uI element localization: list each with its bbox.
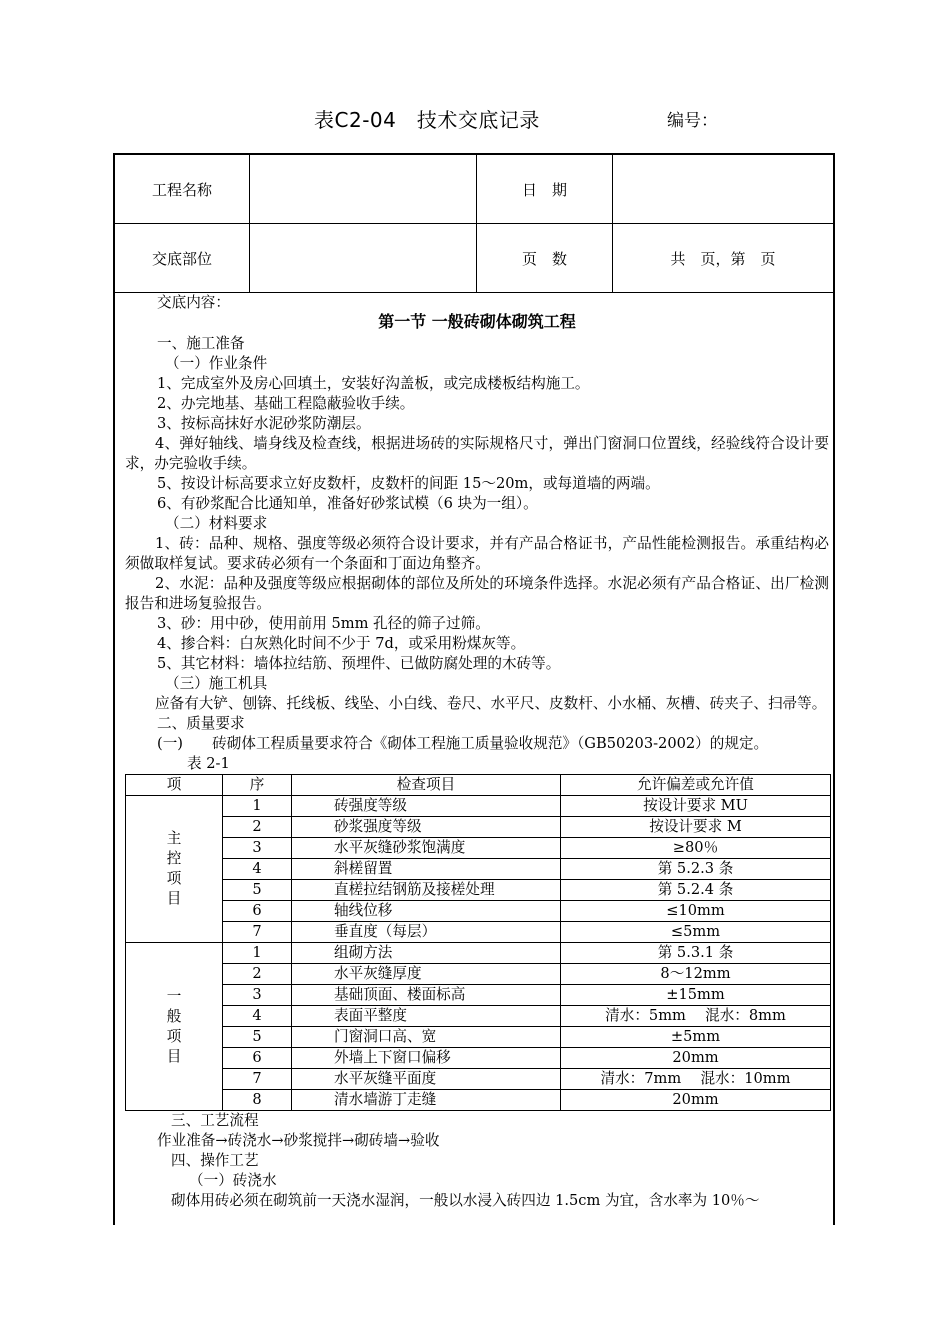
process-flow: 作业准备→砖浇水→砂浆搅拌→砌砖墙→验收 — [157, 1132, 440, 1149]
heading-preparation: 一、施工准备 — [157, 335, 245, 352]
category-main: 主 控 项 目 — [126, 796, 223, 943]
date-label: 日 期 — [477, 155, 613, 224]
table-row: 主 控 项 目 1 砖强度等级 按设计要求 MU — [126, 796, 831, 817]
material-4: 4、掺合料：白灰熟化时间不少于 7d，或采用粉煤灰等。 — [157, 635, 526, 652]
material-2: 2、水泥：品种及强度等级应根据砌体的部位及所处的环境条件选择。水泥必须有产品合格证、出厂检测报告和进场复验报告。 — [125, 575, 829, 612]
condition-1: 1、完成室外及房心回填土，安装好沟盖板，或完成楼板结构施工。 — [157, 375, 590, 392]
subheading-watering: （一）砖浇水 — [189, 1172, 277, 1189]
project-name-label: 工程名称 — [115, 155, 250, 224]
heading-quality: 二、质量要求 — [157, 715, 245, 732]
document-number-label: 编号： — [667, 111, 718, 131]
table-row: 6 轴线位移 ≤10mm — [126, 901, 831, 922]
material-5: 5、其它材料：墙体拉结筋、预埋件、已做防腐处理的木砖等。 — [157, 655, 561, 672]
category-general: 一 般 项 目 — [126, 943, 223, 1111]
table-row: 6 外墙上下窗口偏移 20mm — [126, 1048, 831, 1069]
disclosure-content — [125, 293, 829, 1211]
pages-label: 页 数 — [477, 224, 613, 293]
watering-text: 砌体用砖必须在砌筑前一天浇水湿润，一般以水浸入砖四边 1.5cm 为宜，含水率为 10％～ — [171, 1192, 760, 1209]
subheading-materials: （二）材料要求 — [165, 515, 268, 532]
material-3: 3、砂：用中砂，使用前用 5mm 孔径的筛子过筛。 — [157, 615, 490, 632]
condition-3: 3、按标高抹好水泥砂浆防潮层。 — [157, 415, 371, 432]
material-1: 1、砖：品种、规格、强度等级必须符合设计要求，并有产品合格证书，产品性能检测报告。承重结构必须做取样复试。要求砖必须有一个条面和丁面边角整齐。 — [125, 535, 829, 572]
table-row: 5 门窗洞口高、宽 ±5mm — [126, 1027, 831, 1048]
col-header-seq: 序 — [223, 775, 292, 796]
table-row: 一 般 项 目 1 组砌方法 第 5.3.1 条 — [126, 943, 831, 964]
table-row: 3 基础顶面、楼面标高 ±15mm — [126, 985, 831, 1006]
table-number: 表 2-1 — [187, 755, 230, 772]
record-frame — [113, 153, 835, 1225]
condition-6: 6、有砂浆配合比通知单，准备好砂浆试模（6 块为一组）。 — [157, 495, 538, 512]
table-row: 7 水平灰缝平面度 清水：7mm 混水：10mm — [126, 1069, 831, 1090]
condition-4: 4、弹好轴线、墙身线及检查线，根据进场砖的实际规格尺寸，弹出门窗洞口位置线，经验线符合设计要求，办完验收手续。 — [125, 435, 829, 472]
table-row: 8 清水墙游丁走缝 20mm — [126, 1090, 831, 1111]
col-header-tolerance: 允许偏差或允许值 — [561, 775, 831, 796]
quality-requirement: (一) 砖砌体工程质量要求符合《砌体工程施工质量验收规范》（GB50203-2002）的规定。 — [157, 735, 769, 752]
heading-operations: 四、操作工艺 — [171, 1152, 259, 1169]
table-row: 4 斜槎留置 第 5.2.3 条 — [126, 859, 831, 880]
subheading-conditions: （一）作业条件 — [165, 355, 268, 372]
tools-list: 应备有大铲、刨锛、托线板、线坠、小白线、卷尺、水平尺、皮数杆、小水桶、灰槽、砖夹子、扫帚等。 — [155, 695, 827, 712]
part-field — [250, 224, 477, 293]
quality-table — [125, 774, 831, 1111]
heading-process: 三、工艺流程 — [171, 1112, 259, 1129]
table-header-row — [126, 775, 831, 796]
table-row: 4 表面平整度 清水：5mm 混水：8mm — [126, 1006, 831, 1027]
document-header — [0, 104, 950, 134]
condition-2: 2、办完地基、基础工程隐蔽验收手续。 — [157, 395, 415, 412]
table-row: 2 砂浆强度等级 按设计要求 M — [126, 817, 831, 838]
document-title: 表C2-04 技术交底记录 — [314, 108, 540, 132]
date-field — [613, 155, 834, 224]
section-title: 第一节 一般砖砌体砌筑工程 — [378, 312, 576, 331]
intro-label: 交底内容： — [157, 294, 230, 311]
project-name-field — [250, 155, 477, 224]
info-table — [115, 155, 833, 293]
table-row: 7 垂直度（每层） ≤5mm — [126, 922, 831, 943]
subheading-tools: （三）施工机具 — [165, 675, 268, 692]
col-header-check: 检查项目 — [292, 775, 561, 796]
col-header-item: 项 — [126, 775, 223, 796]
condition-5: 5、按设计标高要求立好皮数杆，皮数杆的间距 15～20m，或每道墙的两端。 — [157, 475, 660, 492]
table-row: 3 水平灰缝砂浆饱满度 ≥80％ — [126, 838, 831, 859]
table-row: 2 水平灰缝厚度 8～12mm — [126, 964, 831, 985]
pages-value: 共 页，第 页 — [613, 224, 834, 293]
part-label: 交底部位 — [115, 224, 250, 293]
table-row: 5 直槎拉结钢筋及接槎处理 第 5.2.4 条 — [126, 880, 831, 901]
